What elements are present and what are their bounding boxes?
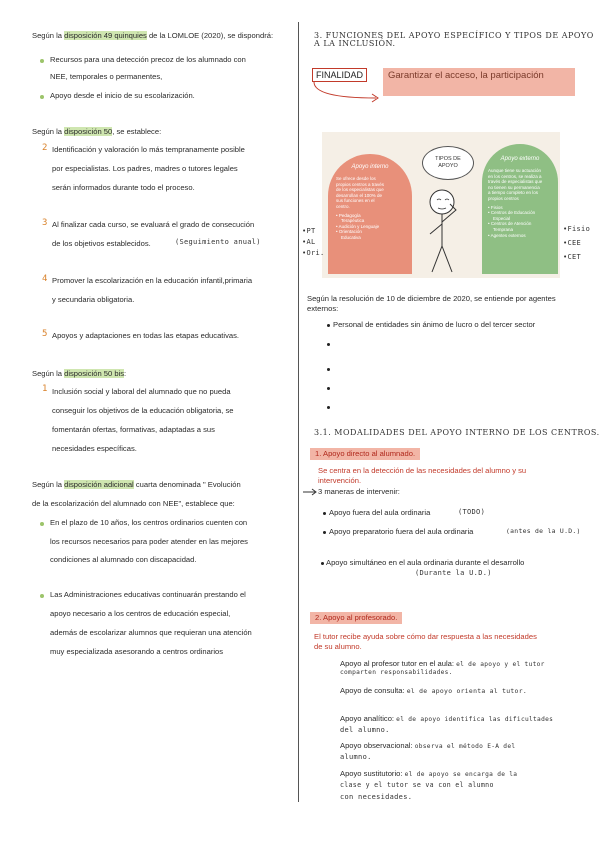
bullet-dot <box>327 406 330 409</box>
number-1: 1 <box>42 384 48 394</box>
number-4: 4 <box>42 274 48 284</box>
direct-item-3: Apoyo simultáneo en el aula ordinaria durante el desarrollo <box>326 558 525 567</box>
teacher-item-5-note-2: con necesidades. <box>340 793 413 801</box>
internal-support-title: Apoyo interno <box>351 164 389 170</box>
bullet-dot <box>40 522 44 526</box>
external-support-arch: Apoyo externo Aunque tiene su actuación en los centros, se realiza a través de especialistas que no tienen su permanencia a tiempo completo en los propios centros • Fisios • Centros de Educación Especial • Centros de Atención Temprana • Agentes externos <box>482 144 558 274</box>
direct-item-2: Apoyo preparatorio fuera del aula ordinaria <box>329 527 474 536</box>
b1-item-1-cont: NEE, temporales o permanentes, <box>50 72 163 81</box>
b2-c-2: y secundaria obligatoria. <box>52 295 135 304</box>
bullet-dot <box>323 531 326 534</box>
resolution-item: Personal de entidades sin ánimo de lucro o del tercer sector <box>333 320 536 329</box>
bullet-dot <box>40 59 44 63</box>
teacher-item-2: Apoyo de consulta: el de apoyo orienta al tutor. <box>340 686 527 695</box>
direct-support-pill: 1. Apoyo directo al alumnado. <box>310 448 420 460</box>
direct-item-1-note: (TODO) <box>458 508 486 516</box>
b4-b-3: además de escolarizar alumnos que requieran una atención <box>50 628 252 637</box>
external-notes: •Fisio •CEE •CET <box>563 225 591 261</box>
block4-intro-cont: de la escolarización del alumnado con NEE", establece que: <box>32 499 235 508</box>
section-heading-3: 3. FUNCIONES DEL APOYO ESPECÍFICO Y TIPOS DE APOYO A LA INCLUSIÓN. <box>314 31 594 48</box>
b3-a-2: conseguir los objetivos de la educación obligatoria, se <box>52 406 234 415</box>
internal-notes: •PT •AL •Ori. <box>302 227 325 257</box>
direct-item-3-note: (Durante la U.D.) <box>415 569 492 577</box>
bullet-dot <box>323 512 326 515</box>
block2-intro: Según la disposición 50, se establece: <box>32 127 162 136</box>
intervention-intro: 3 maneras de intervenir: <box>318 487 400 496</box>
direct-item-1: Apoyo fuera del aula ordinaria <box>329 508 431 517</box>
section-heading-3-1: 3.1. MODALIDADES DEL APOYO INTERNO DE LOS CENTROS. <box>314 428 600 437</box>
teacher-item-3-note: del alumno. <box>340 726 390 734</box>
b2-a-2: por especialistas. Los padres, madres o tutores legales <box>52 164 238 173</box>
b4-a-3: condiciones al alumnado con discapacidad. <box>50 555 197 564</box>
b4-b-4: muy especializada asesorando a centros ordinarios <box>50 647 224 656</box>
direct-item-2-note: (antes de la U.D.) <box>506 527 581 535</box>
finalidad-text: Garantizar el acceso, la participación <box>383 68 575 96</box>
b3-a-3: fomentarán ofertas, formativas, adaptadas a sus <box>52 425 215 434</box>
teacher-item-4: Apoyo observacional: observa el método E-A del <box>340 741 516 750</box>
b2-b-2: de los objetivos establecidos. <box>52 239 151 248</box>
handwritten-note: (Seguimiento anual) <box>175 238 261 246</box>
resolution-text: Según la resolución de 10 de diciembre de 2020, se entiende por agentes externos: <box>307 294 556 313</box>
direct-support-text: Se centra en la detección de las necesidades del alumno y su intervención. <box>318 466 527 485</box>
teacher-support-text: El tutor recibe ayuda sobre cómo dar respuesta a las necesidades de su alumno. <box>314 632 537 651</box>
b4-a-2: los recursos necesarios para poder atender en las mejores <box>50 537 248 546</box>
b2-d: Apoyos y adaptaciones en todas las etapas educativas. <box>52 331 240 340</box>
b1-item-1: Recursos para una detección precoz de los alumnado con <box>50 55 246 64</box>
finalidad-label: FINALIDAD <box>312 68 367 82</box>
number-5: 5 <box>42 329 48 339</box>
column-divider <box>298 22 299 802</box>
block3-intro: Según la disposición 50 bis: <box>32 369 127 378</box>
b1-item-2: Apoyo desde el inicio de su escolarización. <box>50 91 195 100</box>
bullet-dot <box>327 368 330 371</box>
bullet-dot <box>40 594 44 598</box>
bullet-dot <box>327 324 330 327</box>
teacher-item-3: Apoyo analítico: el de apoyo identifica las dificultades <box>340 714 554 723</box>
b4-a-1: En el plazo de 10 años, los centros ordinarios cuenten con <box>50 518 248 527</box>
teacher-item-1-note: comparten responsabilidades. <box>340 669 453 676</box>
external-support-title: Apoyo externo <box>500 156 540 162</box>
b3-a-1: Inclusión social y laboral del alumnado que no pueda <box>52 387 231 396</box>
bullet-dot <box>321 562 324 565</box>
types-bubble: TIPOS DE APOYO <box>422 146 474 180</box>
number-3: 3 <box>42 218 48 228</box>
b2-c-1: Promover la escolarización en la educación infantil,primaria <box>52 276 253 285</box>
block4-intro: Según la disposición adicional cuarta denominada " Evolución <box>32 480 241 489</box>
teacher-support-pill: 2. Apoyo al profesorado. <box>310 612 402 624</box>
internal-support-arch: Apoyo interno Se ofrece desde los propios centros a través de los especialistas que desarrollan el 100% de sus funciones en el centro. • Pedagogía Terapéutica • Audición y Lenguaje • Orientación Educativa <box>328 154 412 274</box>
b4-b-1: Las Administraciones educativas continuarán prestando el <box>50 590 246 599</box>
number-2: 2 <box>42 143 48 153</box>
teacher-item-4-note: alumno. <box>340 753 372 761</box>
block1-intro: Según la disposición 49 quinquies de la LOMLOE (2020), se dispondrá: <box>32 31 274 40</box>
teacher-item-1: Apoyo al profesor tutor en el aula: el de apoyo y el tutor <box>340 659 545 668</box>
arrow-icon <box>312 80 386 104</box>
teacher-item-5-note: clase y el tutor se va con el alumno <box>340 781 494 789</box>
b3-a-4: necesidades específicas. <box>52 444 137 453</box>
b2-a-1: Identificación y valoración lo más tempranamente posible <box>52 145 245 154</box>
b2-a-3: serán informados durante todo el proceso. <box>52 183 195 192</box>
support-types-infographic <box>322 132 560 278</box>
arrow-icon <box>302 488 318 496</box>
thinking-figure-icon <box>412 180 482 276</box>
bullet-dot <box>327 343 330 346</box>
b4-b-2: apoyo necesario a los centros de educación especial, <box>50 609 231 618</box>
bullet-dot <box>40 95 44 99</box>
bullet-dot <box>327 387 330 390</box>
b2-b-1: Al finalizar cada curso, se evaluará el grado de consecución <box>52 220 255 229</box>
teacher-item-5: Apoyo sustitutorio: el de apoyo se encarga de la <box>340 769 518 778</box>
